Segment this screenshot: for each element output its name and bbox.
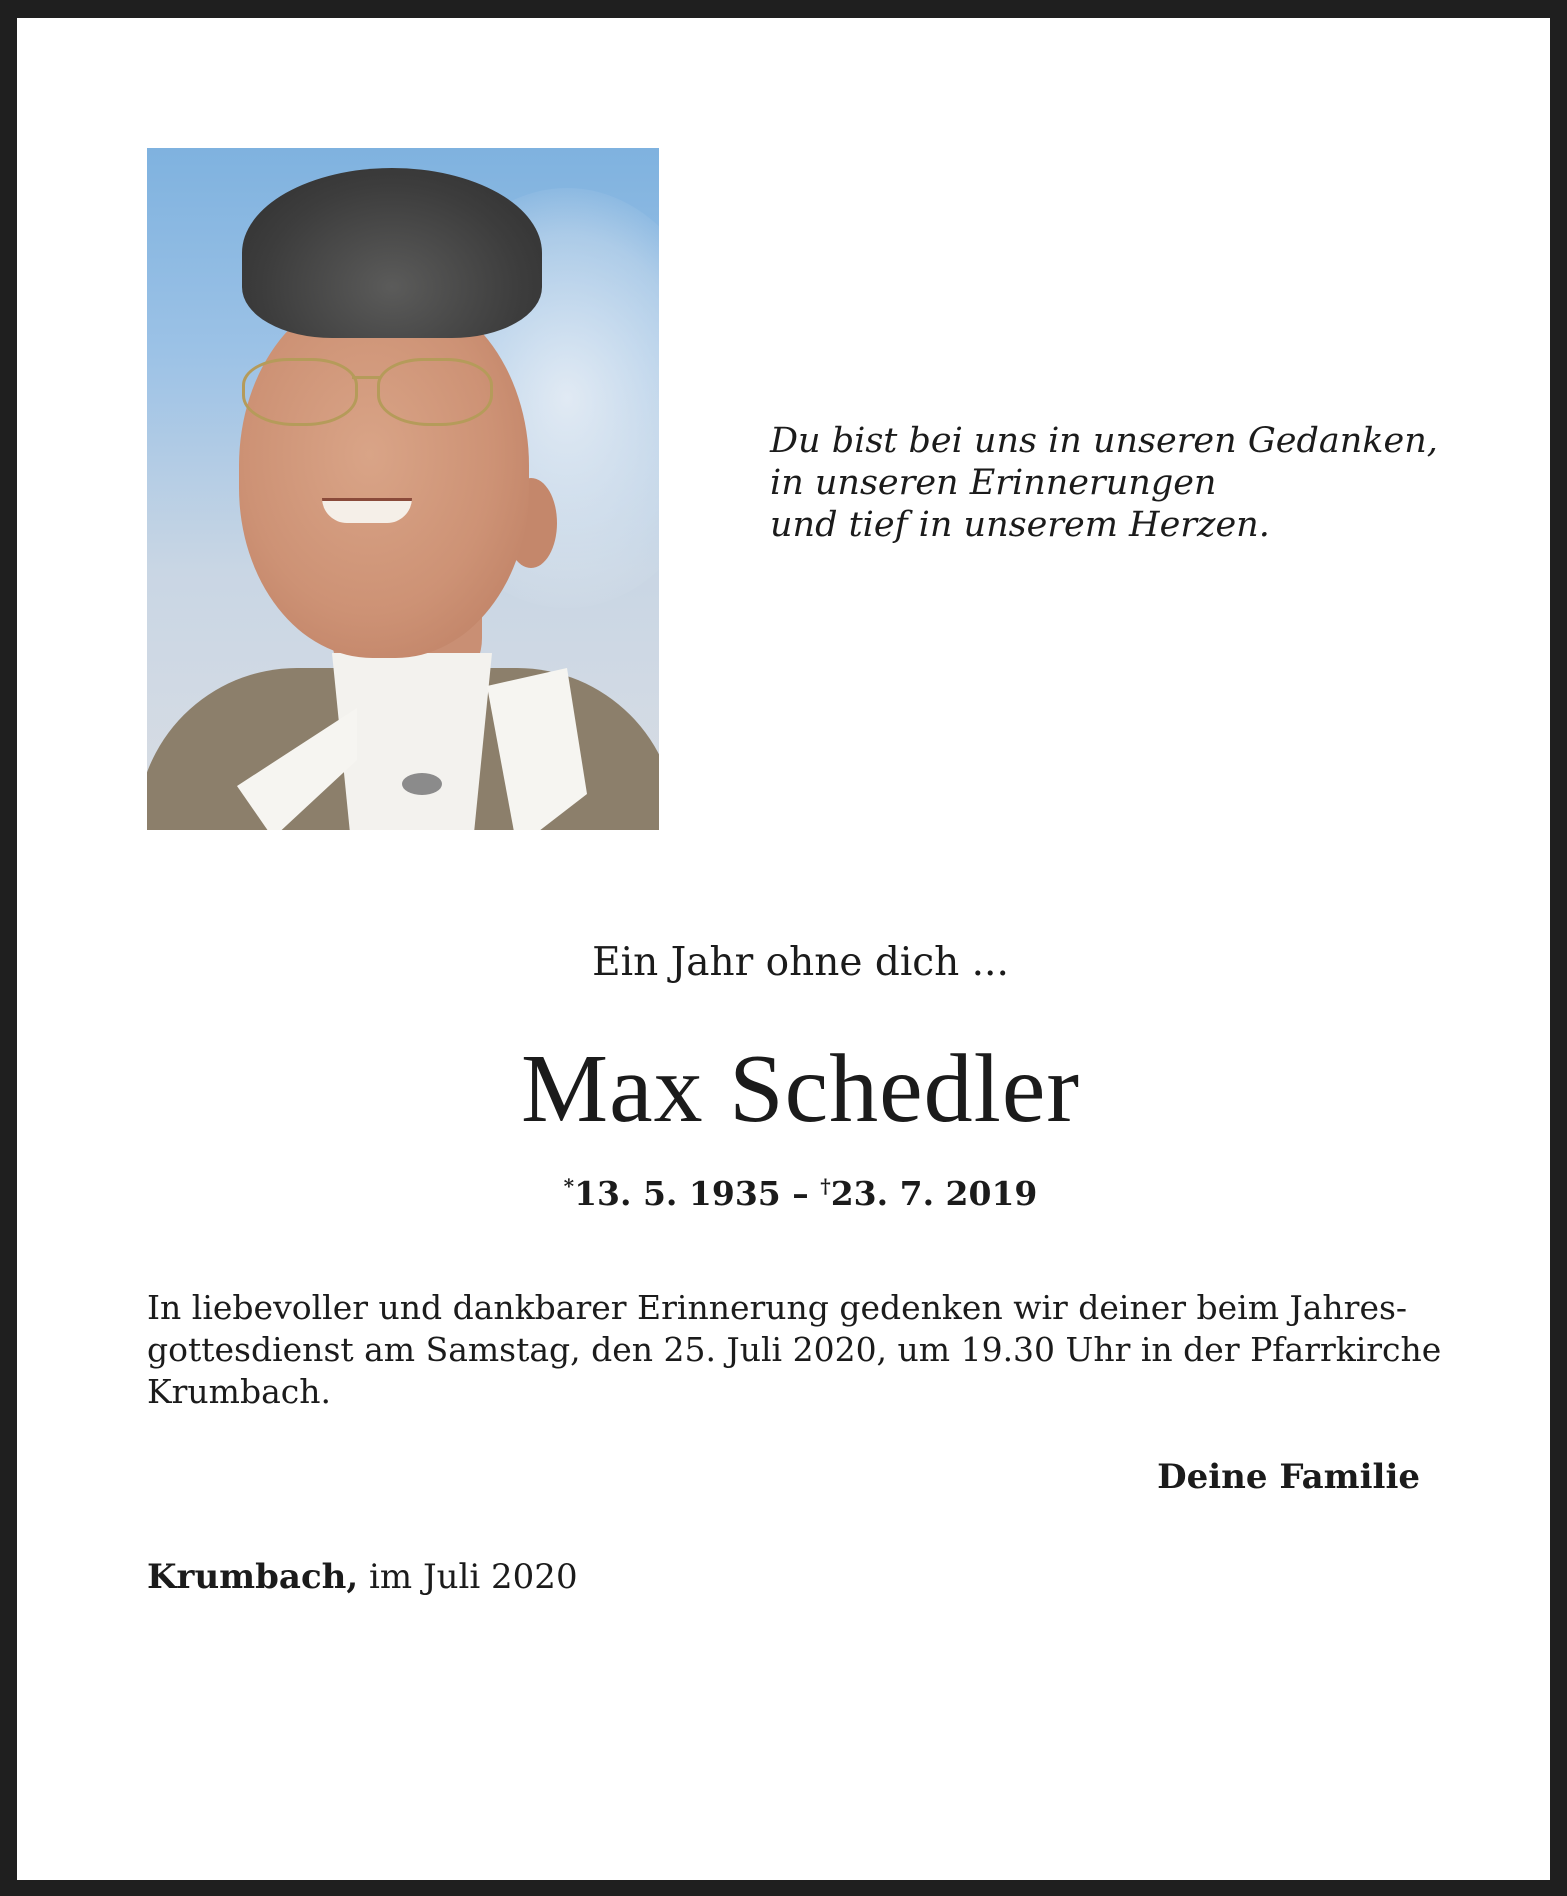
quote-line: und tief in unserem Herzen.: [770, 505, 1270, 545]
memorial-service-text: [147, 1287, 1457, 1413]
portrait-photo: [147, 148, 659, 830]
memorial-quote: [770, 420, 1438, 546]
place-name: Krumbach,: [147, 1557, 359, 1597]
body-line: In liebevoller und dankbarer Erinnerung gedenken wir deiner beim Jahres-: [147, 1288, 1408, 1327]
dates-separator: –: [780, 1174, 821, 1213]
glasses-bridge: [352, 376, 380, 379]
intro-line: Ein Jahr ohne dich ...: [592, 940, 1009, 985]
death-date: 23. 7. 2019: [830, 1174, 1038, 1213]
date-text: im Juli 2020: [358, 1557, 578, 1597]
life-dates: [17, 1164, 1567, 1216]
photo-face: [239, 288, 529, 658]
body-line: Krumbach.: [147, 1372, 331, 1411]
photo-pin: [402, 773, 442, 795]
glasses-lens-right: [377, 358, 493, 426]
glasses-lens-left: [242, 358, 358, 426]
death-symbol: †: [820, 1174, 831, 1198]
photo-hair: [242, 168, 542, 338]
body-line: gottesdienst am Samstag, den 25. Juli 2020, um 19.30 Uhr in der Pfarrkirche: [147, 1330, 1442, 1369]
photo-mouth: [322, 498, 412, 523]
family-signature: Deine Familie: [1157, 1457, 1420, 1497]
quote-line: in unseren Erinnerungen: [770, 463, 1217, 503]
place-and-date: [147, 1555, 578, 1599]
birth-date: 13. 5. 1935: [574, 1174, 781, 1213]
deceased-name: Max Schedler: [521, 1035, 1080, 1143]
birth-symbol: *: [563, 1174, 575, 1198]
quote-line: Du bist bei uns in unseren Gedanken,: [770, 421, 1438, 461]
photo-glasses: [242, 358, 512, 438]
